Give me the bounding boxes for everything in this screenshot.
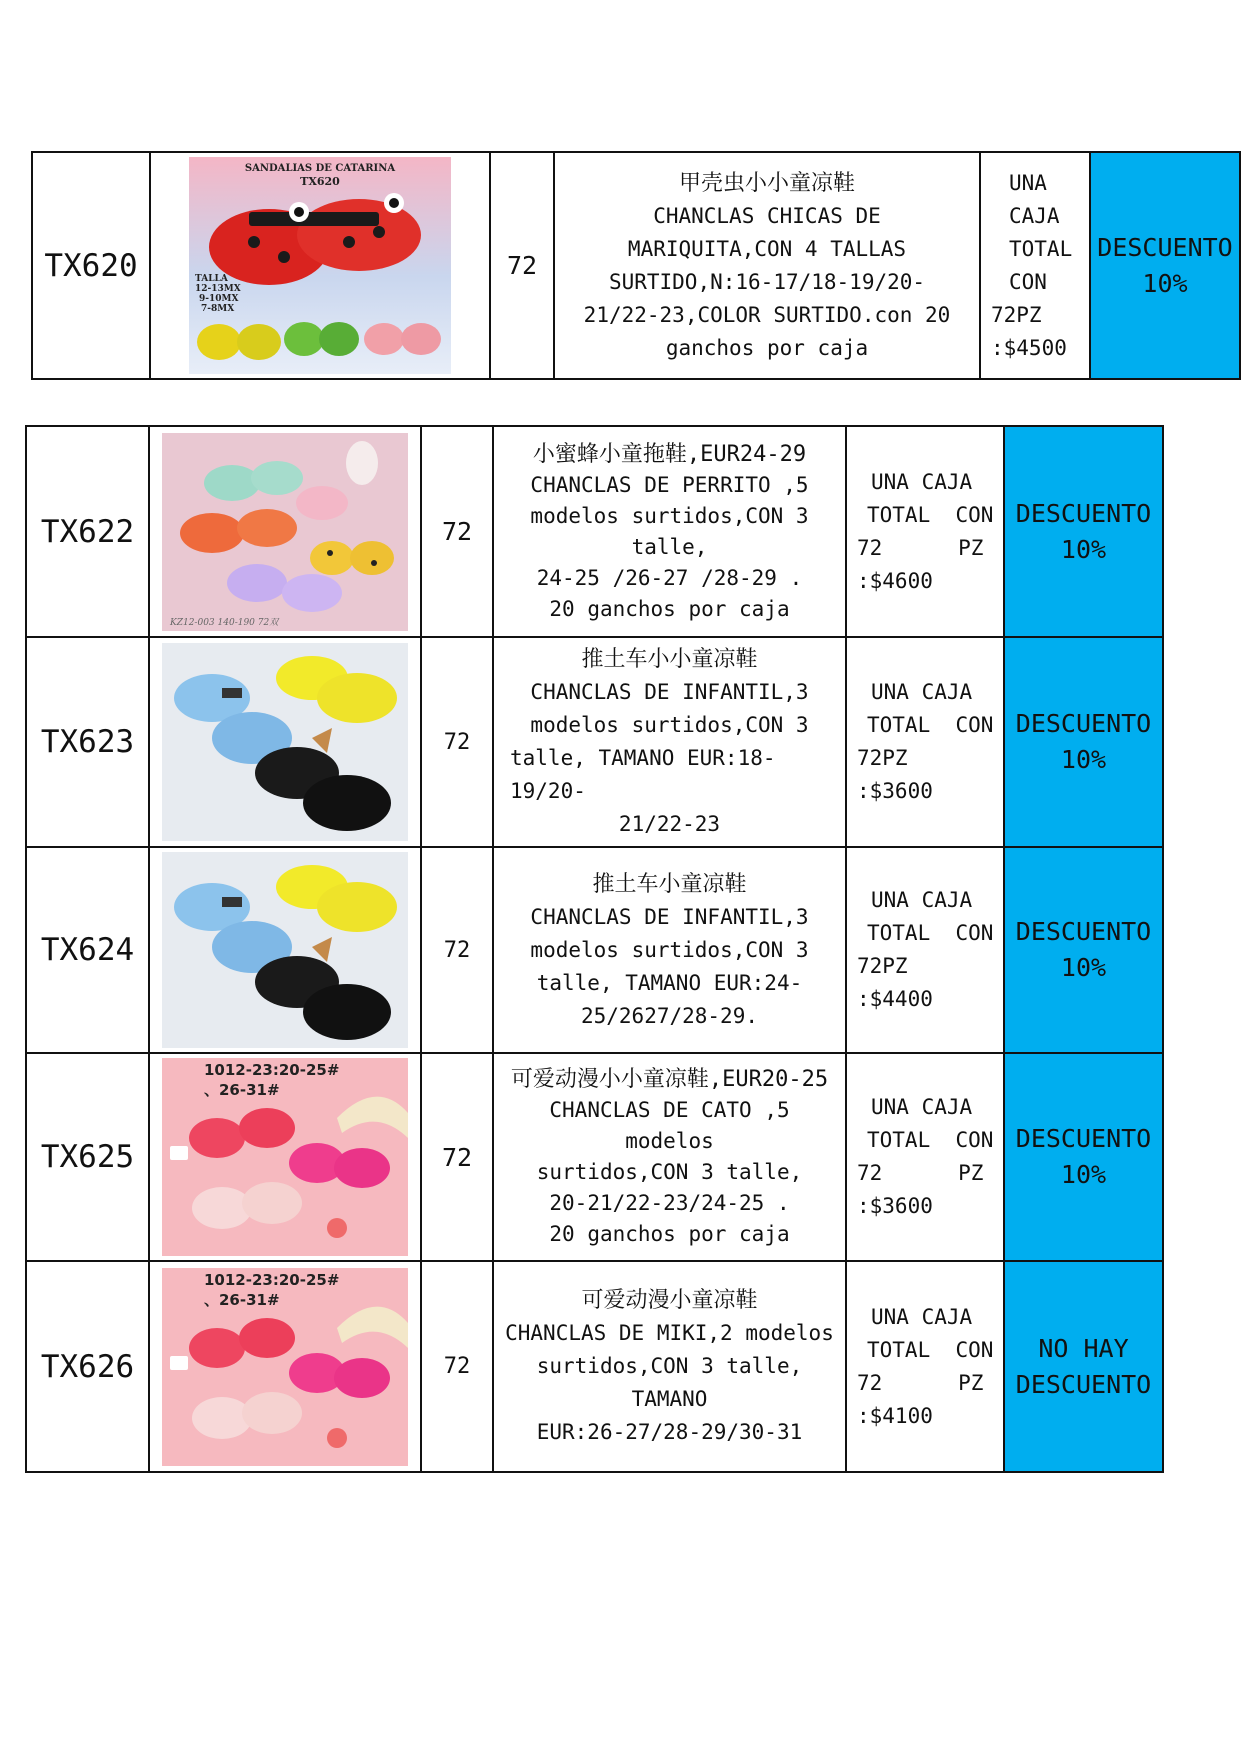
box-line: :$4400 (857, 987, 933, 1011)
desc-line: talle, TAMANO EUR:18- (510, 746, 776, 770)
desc-line: 19/20- (510, 779, 586, 803)
box-price (846, 637, 1004, 847)
desc-line: 20-21/22-23/24-25 . (549, 1191, 790, 1215)
photo-caption: 、26-31# (204, 1290, 280, 1309)
desc-line: 20 ganchos por caja (549, 596, 790, 621)
product-qty: 72 (421, 847, 493, 1053)
box-line: :$4100 (857, 1403, 933, 1428)
bulldozer-sandal-photo (162, 643, 408, 841)
product-qty: 72 (490, 152, 554, 379)
photo-caption: 、26-31# (204, 1081, 280, 1099)
box-line: TOTAL CON (867, 921, 994, 945)
size-label: 9-10MX (199, 294, 239, 304)
size-label: 7-8MX (201, 304, 235, 314)
desc-line: CHANCLAS DE INFANTIL,3 (530, 904, 809, 929)
ladybug-sandal-photo (189, 157, 451, 374)
box-line: :$4500 (991, 335, 1067, 360)
discount-cell (1004, 847, 1163, 1053)
discount-cell (1004, 426, 1163, 637)
box-line: UNA (1009, 170, 1047, 195)
product-photo (149, 847, 421, 1053)
desc-line: 小蜜蜂小童拖鞋,EUR24-29 (532, 441, 807, 467)
box-line: UNA CAJA (871, 1304, 973, 1329)
photo-caption: KZ12-003 140-190 72双 (170, 617, 279, 628)
product-code: TX622 (26, 426, 149, 637)
product-row (32, 152, 1240, 379)
desc-line: CHANCLAS DE PERRITO ,5 (530, 472, 809, 497)
desc-line: surtidos,CON 3 talle, (536, 1160, 803, 1184)
desc-line: surtidos,CON 3 talle, (536, 1354, 803, 1378)
product-photo (149, 1261, 421, 1472)
cartoon-sandal-photo (162, 1058, 408, 1256)
size-label: 12-13MX (195, 284, 241, 294)
product-qty: 72 (421, 1053, 493, 1261)
bulldozer-sandal-photo (162, 852, 408, 1048)
product-row (26, 637, 1163, 847)
photo-caption: 1012-23:20-25# (204, 1061, 340, 1079)
box-line: 72 PZ (857, 535, 984, 560)
product-photo (150, 152, 490, 379)
desc-line: TAMANO (631, 1387, 708, 1411)
product-photo (149, 426, 421, 637)
box-line: UNA CAJA (871, 888, 973, 912)
desc-line: 甲壳虫小小童凉鞋 (678, 170, 855, 196)
desc-line: CHANCLAS DE MIKI,2 modelos (505, 1321, 834, 1345)
discount-value: 10% (1142, 268, 1188, 298)
box-line: 72PZ (991, 302, 1042, 327)
desc-line: modelos surtidos,CON 3 (530, 713, 809, 737)
desc-line: MARIQUITA,CON 4 TALLAS (627, 236, 907, 261)
product-description (493, 847, 846, 1053)
box-line: TOTAL (1009, 236, 1073, 261)
box-line: CAJA (1009, 203, 1060, 228)
photo-caption: 1012-23:20-25# (204, 1270, 340, 1289)
desc-line: 可爱动漫小小童凉鞋,EUR20-25 (510, 1067, 829, 1092)
product-code: TX626 (26, 1261, 149, 1472)
product-table-1 (31, 151, 1241, 380)
box-line: CON (1009, 269, 1047, 294)
box-price (980, 152, 1090, 379)
size-label: TALLA (195, 274, 228, 284)
discount-value: 10% (1060, 534, 1107, 564)
product-photo (149, 1053, 421, 1261)
box-line: TOTAL CON (867, 713, 994, 737)
product-photo (149, 637, 421, 847)
product-row (26, 847, 1163, 1053)
desc-line: 21/22-23 (618, 812, 721, 836)
desc-line: ganchos por caja (665, 335, 869, 360)
desc-line: CHANCLAS DE INFANTIL,3 (530, 680, 809, 704)
box-line: 72 PZ (857, 1370, 984, 1395)
box-price (846, 1261, 1004, 1472)
desc-line: talle, (631, 534, 708, 559)
box-line: :$3600 (857, 779, 933, 803)
discount-label: NO HAY (1038, 1333, 1129, 1363)
product-row (26, 1053, 1163, 1261)
product-description (493, 637, 846, 847)
product-code: TX624 (26, 847, 149, 1053)
discount-cell (1004, 1053, 1163, 1261)
box-line: 72 PZ (857, 1161, 984, 1185)
box-price (846, 847, 1004, 1053)
discount-value: 10% (1060, 953, 1107, 982)
discount-label: DESCUENTO (1015, 1124, 1152, 1153)
discount-cell (1004, 637, 1163, 847)
box-line: TOTAL CON (867, 1128, 994, 1152)
product-code: TX620 (32, 152, 150, 379)
product-row (26, 1261, 1163, 1472)
box-line: 72PZ (857, 954, 908, 978)
discount-cell (1004, 1261, 1163, 1472)
box-line: UNA CAJA (871, 1095, 973, 1119)
desc-line: SURTIDO,N:16-17/18-19/20- (608, 269, 926, 294)
box-line: UNA CAJA (871, 469, 973, 494)
product-code: TX623 (26, 637, 149, 847)
photo-caption: SANDALIAS DE CATARINA (244, 163, 396, 174)
product-description (493, 1053, 846, 1261)
dog-sandal-photo (162, 433, 408, 631)
box-price (846, 426, 1004, 637)
desc-line: 20 ganchos por caja (549, 1222, 790, 1246)
desc-line: 21/22-23,COLOR SURTIDO.con 20 (583, 302, 951, 327)
product-row (26, 426, 1163, 637)
discount-value: 10% (1060, 745, 1107, 774)
desc-line: CHANCLAS CHICAS DE (653, 203, 881, 228)
product-qty: 72 (421, 637, 493, 847)
cartoon-sandal-photo (162, 1268, 408, 1466)
product-qty: 72 (421, 1261, 493, 1472)
discount-label: DESCUENTO (1015, 709, 1152, 738)
product-description (554, 152, 980, 379)
discount-label: DESCUENTO (1015, 917, 1152, 946)
product-description (493, 426, 846, 637)
product-qty: 72 (421, 426, 493, 637)
desc-line: CHANCLAS DE CATO ,5 modelos (549, 1098, 790, 1153)
discount-cell (1090, 152, 1240, 379)
photo-code: TX620 (300, 175, 340, 188)
desc-line: 推土车小小童凉鞋 (581, 647, 758, 672)
box-line: :$4600 (857, 568, 933, 593)
discount-value: 10% (1060, 1160, 1107, 1189)
box-line: :$3600 (857, 1194, 933, 1218)
desc-line: 24-25 /26-27 /28-29 . (536, 565, 803, 590)
box-price (846, 1053, 1004, 1261)
desc-line: EUR:26-27/28-29/30-31 (536, 1420, 803, 1444)
discount-label: DESCUENTO (1097, 232, 1233, 262)
discount-label: DESCUENTO (1015, 498, 1152, 528)
desc-line: modelos surtidos,CON 3 (530, 503, 809, 528)
box-line: TOTAL CON (867, 1337, 994, 1362)
desc-line: 25/2627/28-29. (580, 1003, 758, 1028)
discount-value: DESCUENTO (1015, 1369, 1152, 1399)
desc-line: modelos surtidos,CON 3 (530, 937, 809, 962)
product-description (493, 1261, 846, 1472)
box-line: TOTAL CON (867, 502, 994, 527)
product-code: TX625 (26, 1053, 149, 1261)
box-line: 72PZ (857, 746, 908, 770)
desc-line: 推土车小童凉鞋 (592, 871, 747, 897)
product-table-2 (25, 425, 1164, 1473)
desc-line: talle, TAMANO EUR:24- (536, 970, 803, 995)
desc-line: 可爱动漫小童凉鞋 (581, 1288, 758, 1313)
box-line: UNA CAJA (871, 680, 973, 704)
